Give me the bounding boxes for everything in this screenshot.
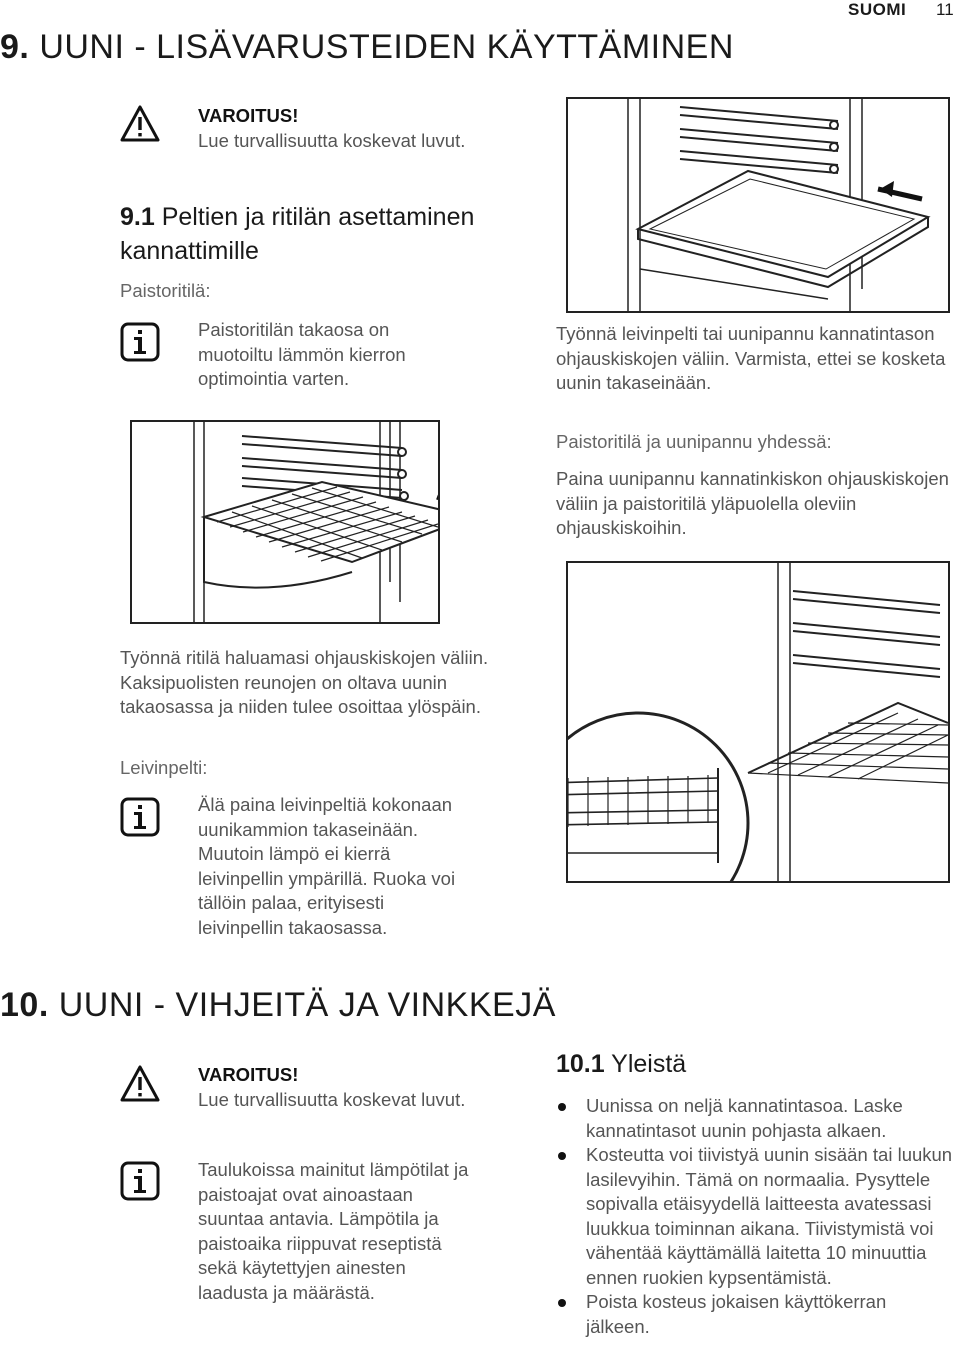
warning-triangle-icon (120, 1064, 160, 1104)
figure-grill-tray-combo (566, 561, 950, 883)
combo-text: Paina uunipannu kannatinkiskon ohjauskiskojen väliin ja paistoritilä yläpuolella oleviin ohjauskiskoihin. (556, 468, 949, 538)
info-icon (120, 322, 160, 362)
list-item: Poista kosteus jokaisen käyttökerran jälkeen. (557, 1290, 955, 1339)
section10-heading (0, 986, 556, 1025)
warning-text: Lue turvallisuutta koskevat luvut. (198, 1088, 466, 1110)
subsection-10-1-title: Yleistä (611, 1050, 687, 1078)
push-tray-text: Työnnä leivinpelti tai uunipannu kannatintason ohjauskiskojen väliin. Varmista, ettei se kosketa uunin takaseinään. (556, 323, 946, 393)
warning-triangle-icon (120, 104, 160, 144)
grill-label: Paistoritilä: (120, 280, 211, 301)
header-language: SUOMI (848, 0, 907, 19)
combo-label: Paistoritilä ja uunipannu yhdessä: (556, 431, 832, 452)
warning-title: VAROITUS! (198, 105, 299, 126)
section9-warning (198, 104, 468, 153)
section10-info-text: Taulukoissa mainitut lämpötilat ja paistoajat ovat ainoastaan suuntaa antavia. Lämpötila ja paistoaika riippuvat reseptistä sekä käytettyjen ainesten laadusta ja määrästä. (198, 1159, 469, 1303)
push-grill-text: Työnnä ritilä haluamasi ohjauskiskojen väliin. Kaksipuolisten reunojen on oltava uunin takaosassa ja niiden tulee osoittaa ylöspäin. (120, 647, 489, 717)
tray-info-text: Älä paina leivinpeltiä kokonaan uunikammion takaseinään. Muutoin lämpö ei kierrä leivinpellin ympärillä. Ruoka voi tällöin palaa, erityisesti leivinpellin takaosassa. (198, 794, 456, 938)
section10-warning (198, 1063, 468, 1112)
warning-title: VAROITUS! (198, 1064, 299, 1085)
subsection-9-1-title: Peltien ja ritilän asettaminen kannattimille (120, 203, 475, 265)
figure-grill-insert (130, 420, 440, 624)
page-number: 11 (936, 0, 954, 19)
figure-tray-insert (566, 97, 950, 313)
section9-number: 9. (0, 28, 30, 66)
warning-text: Lue turvallisuutta koskevat luvut. (198, 129, 466, 151)
list-item: Uunissa on neljä kannatintasoa. Laske kannatintasot uunin pohjasta alkaen. (557, 1094, 955, 1143)
tray-label: Leivinpelti: (120, 757, 208, 778)
subsection-10-1-heading (556, 1047, 686, 1081)
section9-heading (0, 28, 734, 67)
info-icon (120, 1161, 160, 1201)
general-tips-list (557, 1094, 955, 1339)
subsection-9-1-heading (120, 200, 540, 268)
subsection-9-1-number: 9.1 (120, 203, 155, 231)
list-item: Kosteutta voi tiivistyä uunin sisään tai luukun lasilevyihin. Tämä on normaalia. Pysyttele sopivalla etäisyydellä laitteesta avatessasi luukkua toiminnan aikana. Tiivistymistä voi vähentää käyttämällä laitetta 10 minuuttia ennen ruokien kypsentämistä. (557, 1143, 955, 1290)
section9-title: UUNI - LISÄVARUSTEIDEN KÄYTTÄMINEN (39, 28, 734, 66)
grill-info-text: Paistoritilän takaosa on muotoiltu lämmön kierron optimointia varten. (198, 319, 406, 389)
subsection-10-1-number: 10.1 (556, 1050, 605, 1078)
section10-number: 10. (0, 986, 49, 1024)
section10-title: UUNI - VIHJEITÄ JA VINKKEJÄ (58, 986, 556, 1024)
info-icon (120, 797, 160, 837)
